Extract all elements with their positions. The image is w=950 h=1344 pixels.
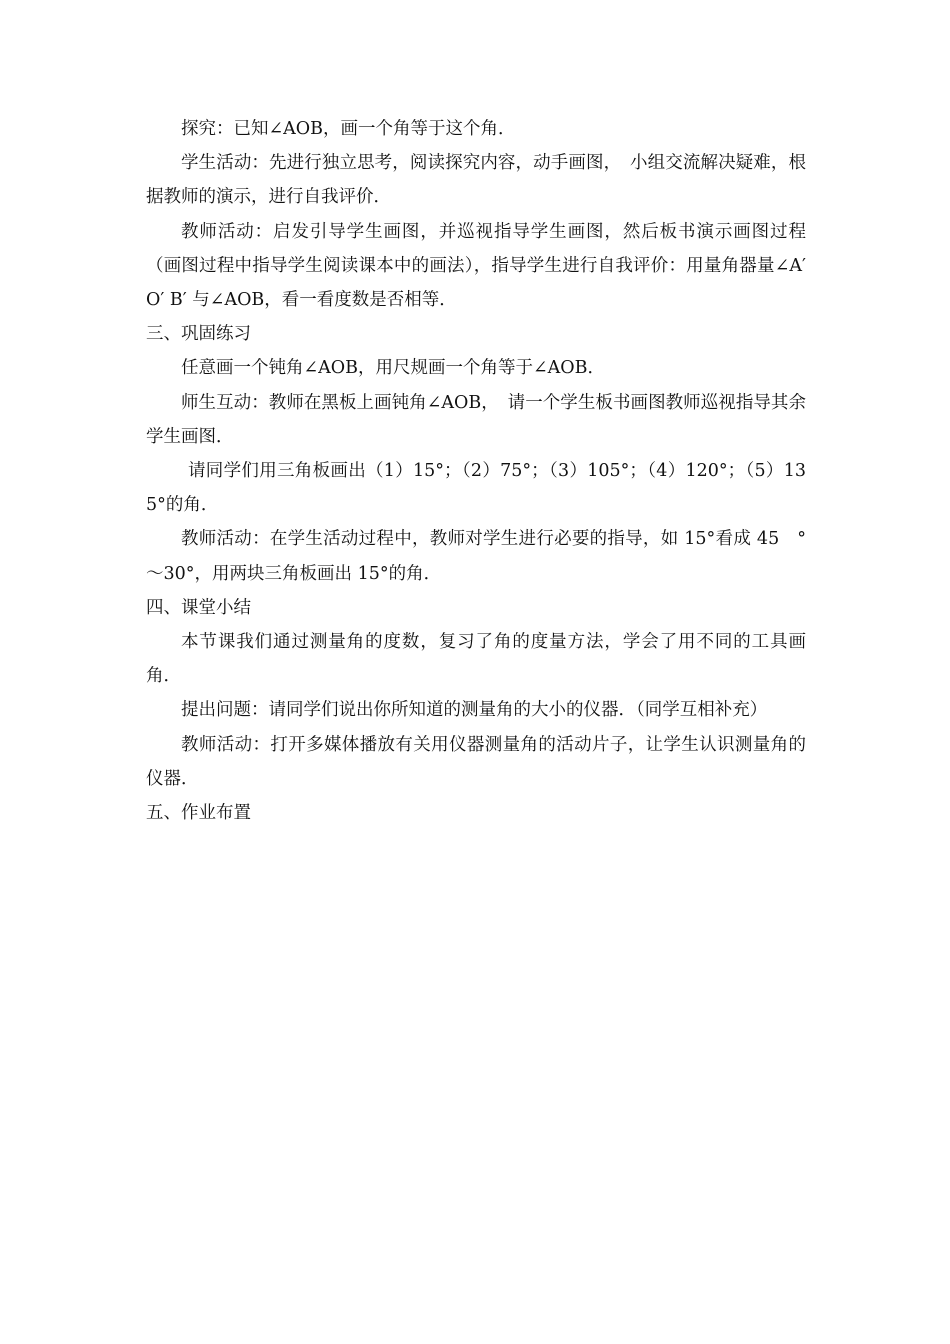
paragraph-triangle-ruler-exercise: 请同学们用三角板画出（1）15°；（2）75°；（3）105°；（4）120°；（5）135°的角． xyxy=(146,461,806,516)
paragraph-question: 提出问题：请同学们说出你所知道的测量角的大小的仪器．（同学互相补充） xyxy=(181,700,768,721)
document-body xyxy=(146,112,806,830)
paragraph-obtuse-angle: 任意画一个钝角∠AOB，用尺规画一个角等于∠AOB． xyxy=(181,358,606,379)
paragraph-student-activity: 学生活动：先进行独立思考，阅读探究内容，动手画图， 小组交流解决疑难，根据教师的演示，进行自我评价． xyxy=(146,153,806,208)
paragraph-teacher-student-interaction: 师生互动：教师在黑板上画钝角∠AOB， 请一个学生板书画图教师巡视指导其余学生画图． xyxy=(146,392,806,447)
paragraph-multimedia: 教师活动：打开多媒体播放有关用仪器测量角的活动片子，让学生认识测量角的仪器． xyxy=(146,734,806,789)
paragraph-summary: 本节课我们通过测量角的度数，复习了角的度量方法，学会了用不同的工具画角． xyxy=(146,632,806,687)
paragraph-teacher-guidance: 教师活动：在学生活动过程中，教师对学生进行必要的指导，如 15°看成 45 °～30°，用两块三角板画出 15°的角． xyxy=(146,529,806,584)
paragraph-teacher-activity: 教师活动：启发引导学生画图，并巡视指导学生画图，然后板书演示画图过程（画图过程中指导学生阅读课本中的画法），指导学生进行自我评价：用量角器量∠A′ O′ B′ 与∠AOB，看一看度数是否相等． xyxy=(146,221,806,311)
section-heading-practice: 三、巩固练习 xyxy=(146,324,251,345)
section-heading-homework: 五、作业布置 xyxy=(146,803,251,824)
paragraph-explore: 探究：已知∠AOB，画一个角等于这个角． xyxy=(181,119,516,139)
section-heading-summary: 四、课堂小结 xyxy=(146,597,251,618)
